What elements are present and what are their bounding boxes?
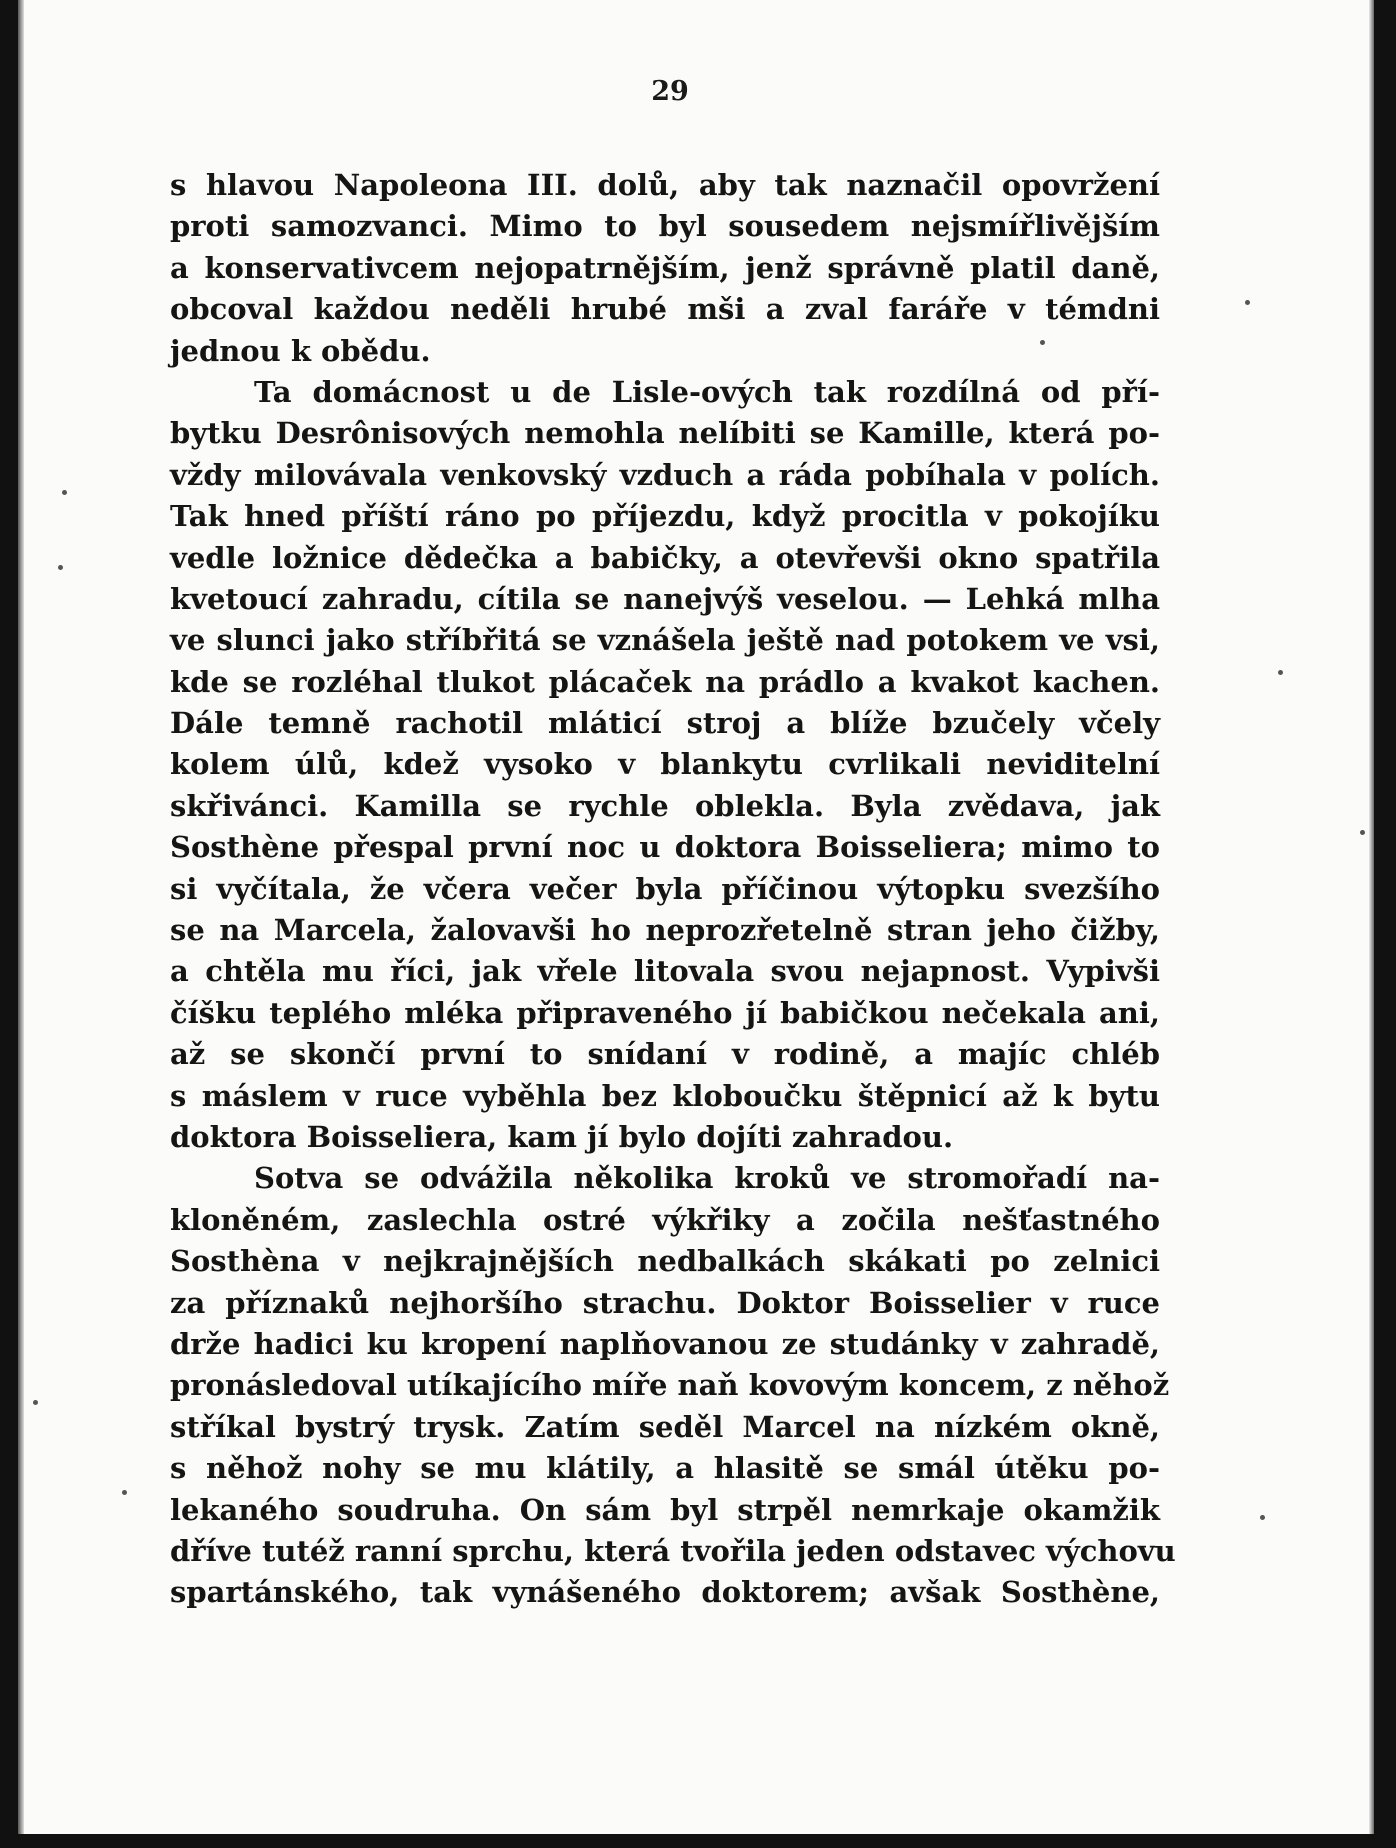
- text-line: kolem úlů, kdež vysoko v blankytu cvrlikali neviditelní: [170, 747, 1160, 782]
- text-line: Tak hned příští ráno po příjezdu, když procitla v pokojíku: [170, 499, 1160, 534]
- body-text: [170, 165, 1176, 1614]
- text-line: pronásledoval utíkajícího míře naň kovovým koncem, z něhož: [170, 1368, 1170, 1403]
- scan-speck: [58, 565, 63, 570]
- page-number: 29: [651, 76, 689, 107]
- text-line: lekaného soudruha. On sám byl strpěl nemrkaje okamžik: [170, 1492, 1160, 1527]
- text-line: vždy milovávala venkovský vzduch a ráda pobíhala v polích.: [170, 457, 1160, 492]
- text-line: se na Marcela, žalovavši ho neprozřetelně stran jeho čižby,: [170, 913, 1160, 948]
- text-line: až se skončí první to snídaní v rodině, a majíc chléb: [170, 1037, 1160, 1072]
- text-line: s něhož nohy se mu klátily, a hlasitě se smál útěku po-: [170, 1451, 1160, 1486]
- text-line: dříve tutéž ranní sprchu, která tvořila jeden odstavec výchovu: [170, 1533, 1176, 1568]
- scan-speck: [1278, 670, 1283, 675]
- text-line: s hlavou Napoleona III. dolů, aby tak naznačil opovržení: [170, 168, 1160, 202]
- scan-speck: [1360, 830, 1365, 835]
- text-line: doktora Boisseliera, kam jí bylo dojíti zahradou.: [170, 1119, 954, 1154]
- text-line: skřivánci. Kamilla se rychle oblekla. Byla zvědava, jak: [170, 788, 1160, 823]
- scan-speck: [62, 490, 67, 495]
- scan-speck: [33, 1400, 38, 1405]
- paragraph: [170, 1158, 1176, 1613]
- text-line: vedle ložnice dědečka a babičky, a otevřevši okno spatřila: [170, 540, 1160, 575]
- scan-speck: [1260, 1515, 1265, 1520]
- scan-edge-left: [0, 0, 18, 1848]
- text-line: Sosthèna v nejkrajnějších nedbalkách skákati po zelnici: [170, 1244, 1160, 1279]
- text-line: drže hadici ku kropení naplňovanou ze studánky v zahradě,: [170, 1326, 1160, 1361]
- text-line: za příznaků nejhoršího strachu. Doktor Boisselier v ruce: [170, 1285, 1160, 1320]
- text-line: a konservativcem nejopatrnějším, jenž správně platil daně,: [170, 250, 1160, 285]
- text-line: obcoval každou neděli hrubé mši a zval faráře v témdni: [170, 292, 1160, 327]
- text-line: Sosthène přespal první noc u doktora Boisseliera; mimo to: [170, 830, 1160, 865]
- scan-edge-right-shadow: [1369, 0, 1374, 1848]
- text-line: ve slunci jako stříbřitá se vznášela ještě nad potokem ve vsi,: [170, 623, 1160, 658]
- scan-edge-bottom: [0, 1834, 1396, 1848]
- text-line: kde se rozléhal tlukot plácaček na prádlo a kvakot kachen.: [170, 664, 1160, 699]
- text-line: a chtěla mu říci, jak vřele litovala svou nejapnost. Vypivši: [170, 954, 1160, 989]
- text-line: bytku Desrônisových nemohla nelíbiti se Kamille, která po-: [170, 416, 1160, 451]
- text-line: stříkal bystrý trysk. Zatím seděl Marcel na nízkém okně,: [170, 1409, 1160, 1444]
- paragraph: [170, 165, 1160, 372]
- text-line: si vyčítala, že včera večer byla příčinou výtopku svezšího: [170, 871, 1160, 906]
- scan-edge-right: [1374, 0, 1396, 1848]
- text-line: číšku teplého mléka připraveného jí babičkou nečekala ani,: [170, 995, 1160, 1030]
- text-line: Dále temně rachotil mláticí stroj a blíže bzučely včely: [170, 706, 1160, 741]
- scan-speck: [122, 1490, 127, 1495]
- text-line: kloněném, zaslechla ostré výkřiky a zočila nešťastného: [170, 1202, 1160, 1237]
- text-line: jednou k obědu.: [170, 333, 431, 368]
- text-line: kvetoucí zahradu, cítila se nanejvýš veselou. — Lehká mlha: [170, 581, 1160, 616]
- paragraph: [170, 372, 1160, 1158]
- text-line: proti samozvanci. Mimo to byl sousedem nejsmířlivějším: [170, 209, 1160, 244]
- text-line: s máslem v ruce vyběhla bez kloboučku štěpnicí až k bytu: [170, 1078, 1160, 1113]
- text-line: Sotva se odvážila několika kroků ve stromořadí na-: [254, 1161, 1160, 1196]
- scan-speck: [1245, 300, 1250, 305]
- text-line: Ta domácnost u de Lisle-ových tak rozdílná od pří-: [254, 374, 1160, 409]
- scan-edge-left-shadow: [18, 0, 24, 1848]
- text-line: spartánského, tak vynášeného doktorem; avšak Sosthène,: [170, 1575, 1160, 1610]
